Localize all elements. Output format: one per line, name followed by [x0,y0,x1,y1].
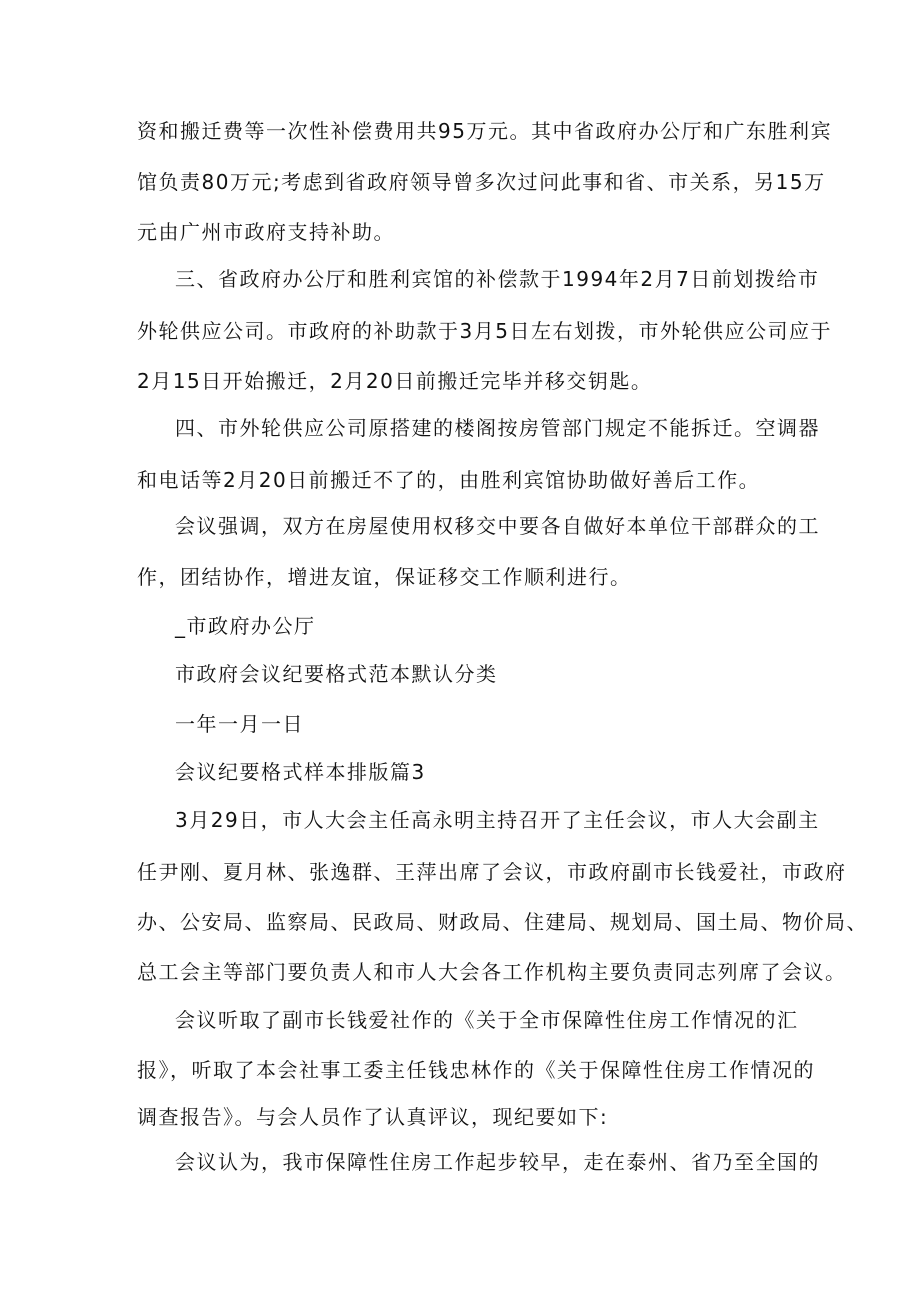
text-line: 和电话等2月20日前搬迁不了的，由胜利宾馆协助做好善后工作。 [137,468,761,492]
text-line: _市政府办公厅 [175,614,316,638]
text-line: 会议纪要格式样本排版篇3 [175,760,426,784]
text-line: 任尹刚、夏月林、张逸群、王萍出席了会议，市政府副市长钱爱社，市政府 [137,860,847,884]
text-line: 四、市外轮供应公司原搭建的楼阁按房管部门规定不能拆迁。空调器 [175,416,820,440]
text-line: 2月15日开始搬迁，2月20日前搬迁完毕并移交钥匙。 [137,369,653,393]
text-line: 外轮供应公司。市政府的补助款于3月5日左右划拨，市外轮供应公司应于 [137,319,832,343]
text-line: 调查报告》。与会人员作了认真评议，现纪要如下: [137,1105,609,1129]
text-line: 3月29日，市人大会主任高永明主持召开了主任会议，市人大会副主 [175,808,820,832]
text-line: 办、公安局、监察局、民政局、财政局、住建局、规划局、国土局、物价局、 [137,910,868,934]
text-line: 总工会主等部门要负责人和市人大会各工作机构主要负责同志列席了会议。 [137,960,847,984]
text-line: 会议强调，双方在房屋使用权移交中要各自做好本单位干部群众的工 [175,514,820,538]
text-line: 一年一月一日 [175,712,304,736]
text-line: 会议听取了副市长钱爱社作的《关于全市保障性住房工作情况的汇 [175,1008,799,1032]
text-line: 会议认为，我市保障性住房工作起步较早，走在泰州、省乃至全国的 [175,1150,820,1174]
text-line: 资和搬迁费等一次性补偿费用共95万元。其中省政府办公厅和广东胜利宾 [137,119,832,143]
text-line: 元由广州市政府支持补助。 [137,220,395,244]
text-line: 三、省政府办公厅和胜利宾馆的补偿款于1994年2月7日前划拨给市 [175,267,820,291]
text-line: 馆负责80万元;考虑到省政府领导曾多次过问此事和省、市关系，另15万 [137,170,826,194]
text-line: 报》，听取了本会社事工委主任钱忠林作的《关于保障性住房工作情况的 [137,1058,815,1082]
text-line: 作，团结协作，增进友谊，保证移交工作顺利进行。 [137,565,632,589]
text-line: 市政府会议纪要格式范本默认分类 [175,662,498,686]
